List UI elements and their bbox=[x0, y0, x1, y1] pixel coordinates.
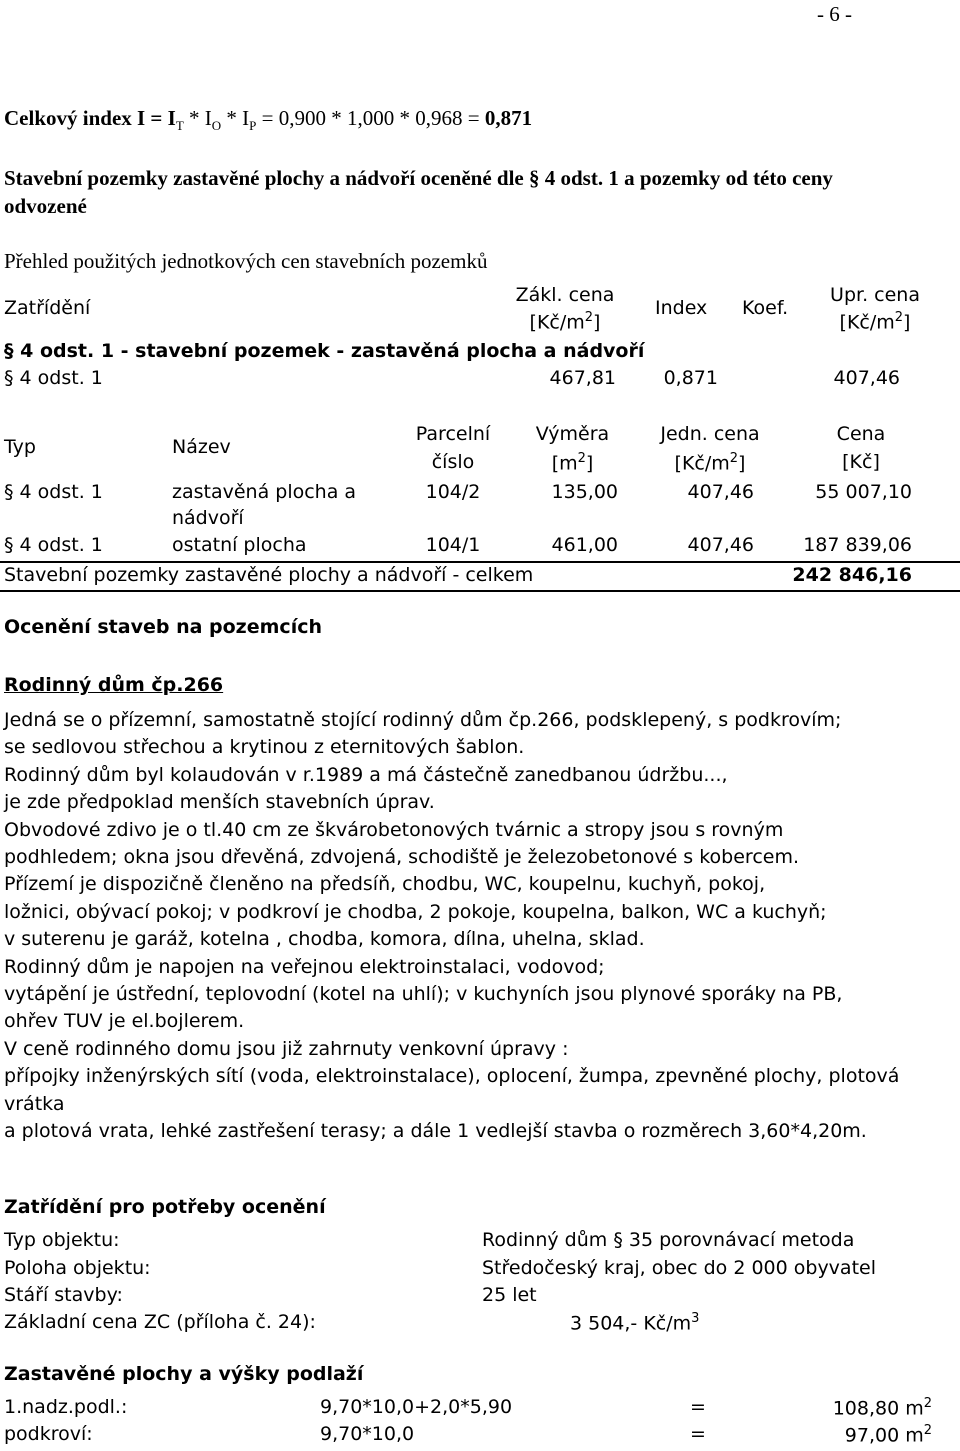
description-line: přípojky inženýrských sítí (voda, elektroinstalace), oplocení, žumpa, zpevněné plochy, plotová bbox=[4, 1065, 900, 1088]
built-area-formula: 9,70*10,0+2,0*5,90 bbox=[320, 1396, 513, 1418]
buildings-heading: Ocenění staveb na pozemcích bbox=[4, 616, 322, 638]
description-line: ložnici, obývací pokoj; v podkroví je chodba, 2 pokoje, koupelna, balkon, WC a kuchyň; bbox=[4, 900, 827, 923]
built-area-value-text: 108,80 m bbox=[832, 1397, 924, 1420]
built-area-label: 1.nadz.podl.: bbox=[4, 1396, 128, 1418]
col-upr-cena-close: ] bbox=[903, 311, 911, 334]
section-heading-line-2: odvozené bbox=[4, 194, 87, 218]
description-line: ohřev TUV je el.bojlerem. bbox=[4, 1010, 245, 1033]
row-parcela: 104/2 bbox=[425, 481, 481, 503]
parcel-header-vymera-unit-text: [m bbox=[551, 452, 578, 475]
overview-row-label: § 4 odst. 1 bbox=[4, 367, 103, 389]
parcel-header-vymera: Výměra bbox=[535, 423, 610, 445]
classification-value bbox=[570, 1312, 699, 1335]
row-jedn-cena: 407,46 bbox=[687, 534, 754, 556]
classification-label: Poloha objektu: bbox=[4, 1257, 151, 1279]
col-index: Index bbox=[655, 297, 708, 319]
row-nazev-cont: nádvoří bbox=[172, 507, 244, 529]
built-area-heading: Zastavěné plochy a výšky podlaží bbox=[4, 1363, 364, 1385]
description-line: se sedlovou střechou a krytinou z eternitových šablon. bbox=[4, 736, 525, 759]
classification-value-text: 3 504,- Kč/m bbox=[570, 1312, 692, 1335]
parcel-header-jedn-unit-text: [Kč/m bbox=[674, 452, 730, 475]
description-line: a plotová vrata, lehké zastřešení terasy; a dále 1 vedlejší stavba o rozměrech 3,60*4,20m. bbox=[4, 1120, 867, 1143]
index-mid-2: * I bbox=[221, 106, 250, 130]
description-line: Přízemí je dispozičně členěno na předsíň, chodbu, WC, koupelnu, kuchyň, pokoj, bbox=[4, 873, 766, 896]
total-index-line bbox=[4, 106, 532, 134]
built-area-value-sup: 2 bbox=[923, 1423, 932, 1438]
index-sub-o: O bbox=[211, 118, 222, 134]
overview-row-index: 0,871 bbox=[663, 367, 718, 389]
index-result: 0,871 bbox=[484, 106, 533, 130]
description-line: podhledem; okna jsou dřevěná, zdvojená, schodiště je železobetonové s kobercem. bbox=[4, 846, 800, 869]
parcel-header-vymera-sup: 2 bbox=[577, 451, 586, 466]
row-vymera: 135,00 bbox=[551, 481, 618, 503]
parcel-total-value: 242 846,16 bbox=[792, 564, 912, 586]
index-label: Celkový index I = I bbox=[4, 106, 176, 130]
parcel-header-jedn-unit bbox=[640, 452, 780, 475]
col-zakl-cena-close: ] bbox=[593, 311, 601, 334]
classification-heading: Zatřídění pro potřeby ocenění bbox=[4, 1196, 326, 1218]
built-area-value bbox=[760, 1424, 932, 1447]
overview-title: Přehled použitých jednotkových cen stavebních pozemků bbox=[4, 249, 488, 273]
house-description bbox=[4, 707, 954, 1146]
built-area-value-sup: 2 bbox=[923, 1396, 932, 1411]
col-upr-cena-unit bbox=[800, 311, 950, 334]
classification-label: Základní cena ZC (příloha č. 24): bbox=[4, 1311, 316, 1333]
classification-label: Typ objektu: bbox=[4, 1229, 120, 1251]
col-koef: Koef. bbox=[742, 297, 789, 319]
parcel-header-jedn-sup: 2 bbox=[729, 451, 739, 466]
index-sub-p: P bbox=[249, 118, 257, 134]
built-area-equals: = bbox=[690, 1396, 706, 1418]
row-cena: 187 839,06 bbox=[803, 534, 912, 556]
parcel-total-label: Stavební pozemky zastavěné plochy a nádvoří - celkem bbox=[4, 564, 534, 586]
classification-label: Stáří stavby: bbox=[4, 1284, 123, 1306]
classification-value: Středočeský kraj, obec do 2 000 obyvatel bbox=[482, 1257, 876, 1279]
built-area-value-text: 97,00 m bbox=[844, 1424, 924, 1447]
parcel-header-vymera-unit bbox=[515, 452, 630, 475]
col-upr-cena bbox=[800, 285, 950, 307]
col-upr-cena-line-2: [Kč/m bbox=[839, 311, 895, 334]
parcel-header-parcelni: Parcelní bbox=[415, 423, 491, 445]
row-nazev: ostatní plocha bbox=[172, 534, 307, 556]
col-zakl-cena-sup: 2 bbox=[584, 310, 594, 325]
built-area-formula: 9,70*10,0 bbox=[320, 1423, 415, 1445]
row-vymera: 461,00 bbox=[551, 534, 618, 556]
col-upr-cena-line-1: Upr. cena bbox=[830, 284, 920, 306]
col-zakl-cena-line-2: [Kč/m bbox=[529, 311, 585, 334]
index-sub-t: T bbox=[175, 118, 184, 134]
description-line: Rodinný dům je napojen na veřejnou elektroinstalaci, vodovod; bbox=[4, 955, 605, 978]
divider bbox=[0, 561, 960, 563]
index-mid-1: * I bbox=[183, 106, 212, 130]
description-line: vytápění je ústřední, teplovodní (kotel na uhlí); v kuchyních jsou plynové sporáky na PB, bbox=[4, 983, 843, 1006]
col-zakl-cena-line-1: Zákl. cena bbox=[515, 284, 615, 306]
row-nazev: zastavěná plocha a bbox=[172, 481, 357, 503]
col-zakl-cena-unit bbox=[480, 311, 650, 334]
house-heading: Rodinný dům čp.266 bbox=[4, 674, 224, 696]
parcel-header-cena-unit: [Kč] bbox=[842, 451, 880, 473]
row-typ: § 4 odst. 1 bbox=[4, 481, 103, 503]
row-jedn-cena: 407,46 bbox=[687, 481, 754, 503]
parcel-header-jedn: Jedn. cena bbox=[660, 423, 760, 445]
row-parcela: 104/1 bbox=[425, 534, 481, 556]
page-number: - 6 - bbox=[817, 2, 852, 26]
parcel-header-typ: Typ bbox=[4, 436, 36, 458]
row-cena: 55 007,10 bbox=[815, 481, 912, 503]
built-area-equals: = bbox=[690, 1423, 706, 1445]
col-zakl-cena bbox=[480, 285, 650, 307]
overview-row-zakl: 467,81 bbox=[549, 367, 616, 389]
description-line: Rodinný dům byl kolaudován v r.1989 a má částečně zanedbanou údržbu..., bbox=[4, 763, 728, 786]
index-formula: = 0,900 * 1,000 * 0,968 = bbox=[256, 106, 485, 130]
parcel-header-cena: Cena bbox=[836, 423, 886, 445]
classification-value-sup: 3 bbox=[691, 1311, 700, 1326]
description-line: je zde předpoklad menších stavebních úprav. bbox=[4, 791, 435, 814]
row-typ: § 4 odst. 1 bbox=[4, 534, 103, 556]
divider bbox=[0, 590, 960, 592]
classification-value: Rodinný dům § 35 porovnávací metoda bbox=[482, 1229, 855, 1251]
overview-group-label: § 4 odst. 1 - stavební pozemek - zastavěná plocha a nádvoří bbox=[4, 340, 645, 362]
overview-row-upr: 407,46 bbox=[833, 367, 900, 389]
description-line: v suterenu je garáž, kotelna , chodba, komora, dílna, uhelna, sklad. bbox=[4, 928, 645, 951]
section-heading-line-1: Stavební pozemky zastavěné plochy a nádvoří oceněné dle § 4 odst. 1 a pozemky od této ceny bbox=[4, 166, 833, 190]
description-line: Jedná se o přízemní, samostatně stojící rodinný dům čp.266, podsklepený, s podkrovím; bbox=[4, 709, 842, 731]
description-line: Obvodové zdivo je o tl.40 cm ze škvárobetonových tvárnic a stropy jsou s rovným bbox=[4, 818, 784, 841]
description-line: V ceně rodinného domu jsou již zahrnuty venkovní úpravy : bbox=[4, 1037, 569, 1060]
parcel-header-jedn-close: ] bbox=[738, 452, 746, 475]
description-line: vrátka bbox=[4, 1092, 65, 1115]
parcel-header-nazev: Název bbox=[172, 436, 231, 458]
col-zatrideni: Zatřídění bbox=[4, 297, 91, 319]
parcel-header-vymera-close: ] bbox=[585, 452, 594, 475]
built-area-value bbox=[760, 1397, 932, 1420]
built-area-label: podkroví: bbox=[4, 1423, 93, 1445]
classification-value: 25 let bbox=[482, 1284, 537, 1306]
col-upr-cena-sup: 2 bbox=[894, 310, 904, 325]
parcel-header-cislo: číslo bbox=[431, 451, 475, 473]
